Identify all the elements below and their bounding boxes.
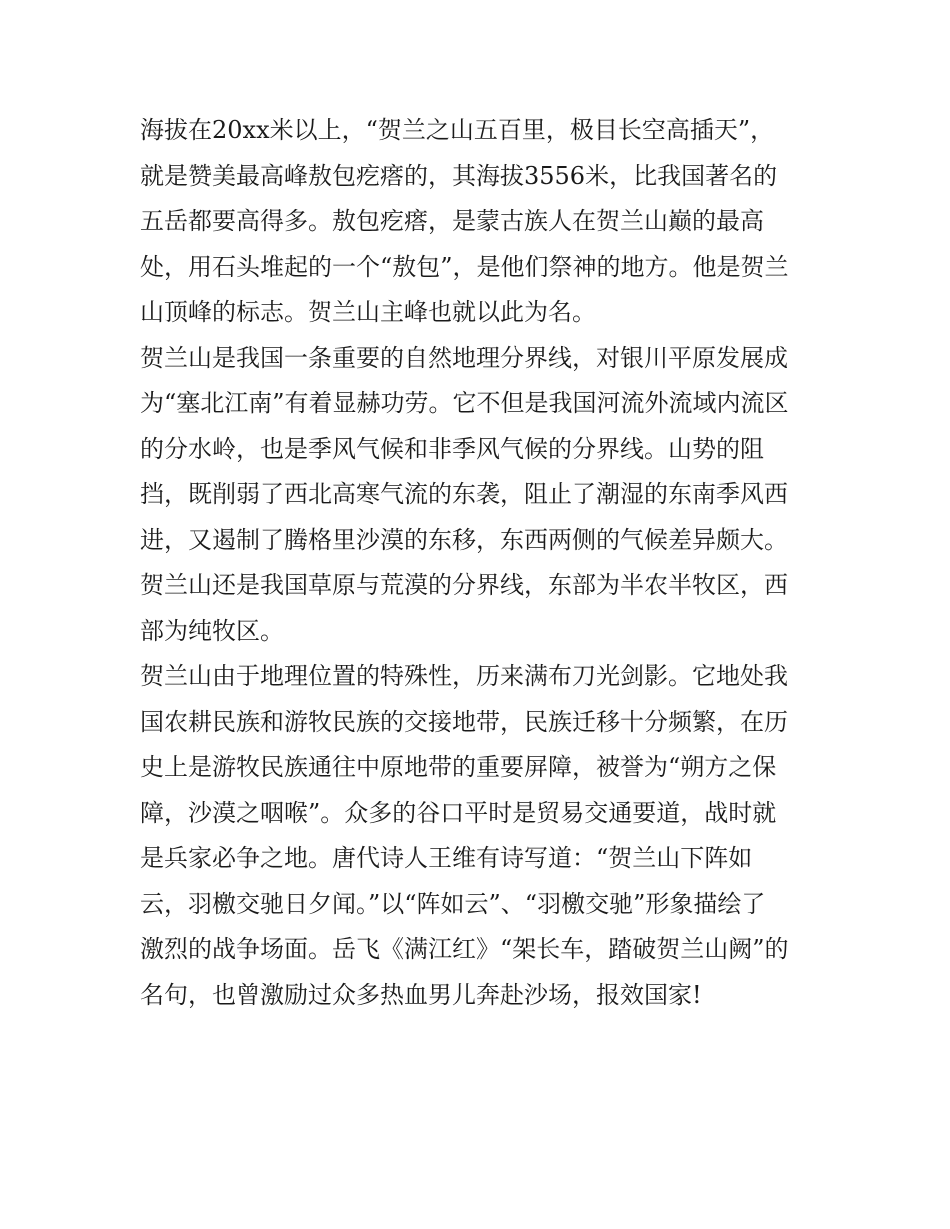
document-body [140, 108, 830, 1018]
text-line: 国农耕民族和游牧民族的交接地带，民族迁移十分频繁，在历 [140, 707, 788, 736]
text-line: 部为纯牧区。 [140, 616, 284, 645]
text-line: 云，羽檄交驰日夕闻。”以“阵如云”、“羽檄交驰”形象描绘了 [140, 889, 766, 918]
text-line: 贺兰山由于地理位置的特殊性，历来满布刀光剑影。它地处我 [140, 662, 788, 690]
text-line: 挡，既削弱了西北高寒气流的东袭，阻止了潮湿的东南季风西 [140, 480, 788, 508]
paragraph-2 [140, 336, 830, 655]
text-line: 是兵家必争之地。唐代诗人王维有诗写道：“贺兰山下阵如 [140, 844, 753, 872]
text-line: 山顶峰的标志。贺兰山主峰也就以此为名。 [140, 298, 596, 326]
text-line: 进，又遏制了腾格里沙漠的东移，东西两侧的气候差异颇大。 [140, 525, 788, 554]
text-line: 贺兰山还是我国草原与荒漠的分界线，东部为半农半牧区，西 [140, 571, 788, 599]
paragraph-3 [140, 654, 830, 1018]
text-line: 处，用石头堆起的一个“敖包”，是他们祭神的地方。他是贺兰 [140, 252, 789, 281]
text-line: 海拔在20xx米以上，“贺兰之山五百里，极目长空高插天”， [140, 116, 775, 144]
text-line: 就是赞美最高峰敖包疙瘩的，其海拔3556米，比我国著名的 [140, 161, 778, 190]
paragraph-1 [140, 108, 830, 336]
text-line: 障，沙漠之咽喉”。众多的谷口平时是贸易交通要道，战时就 [140, 798, 777, 827]
text-line: 名句，也曾激励过众多热血男儿奔赴沙场，报效国家! [140, 980, 702, 1009]
text-line: 的分水岭，也是季风气候和非季风气候的分界线。山势的阻 [140, 434, 764, 463]
text-line: 为“塞北江南”有着显赫功劳。它不但是我国河流外流域内流区 [140, 389, 789, 417]
text-line: 贺兰山是我国一条重要的自然地理分界线，对银川平原发展成 [140, 343, 788, 372]
text-line: 史上是游牧民族通往中原地带的重要屏障，被誉为“朔方之保 [140, 753, 777, 781]
text-line: 激烈的战争场面。岳飞《满江红》“架长车，踏破贺兰山阙”的 [140, 935, 789, 963]
text-line: 五岳都要高得多。敖包疙瘩，是蒙古族人在贺兰山巅的最高 [140, 207, 764, 235]
